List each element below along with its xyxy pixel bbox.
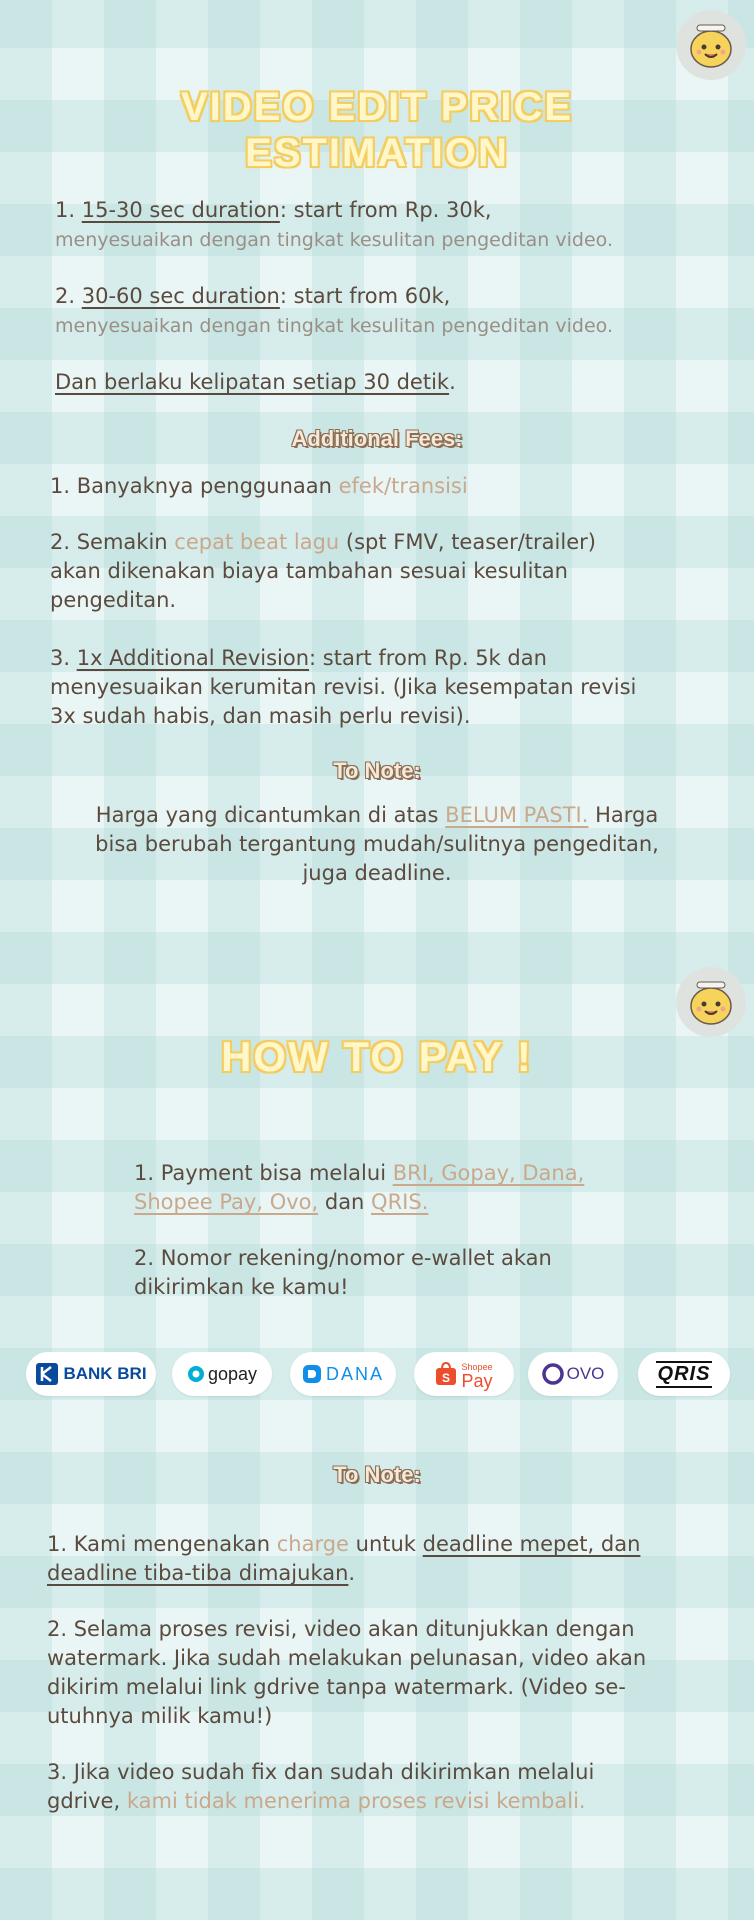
note-2-item-3 [47, 1758, 737, 1816]
note-2-item-3-text: gdrive, [47, 1789, 127, 1813]
price-item-1-note: menyesuaikan dengan tingkat kesulitan pengeditan video. [55, 229, 613, 251]
note-2-item-2-line2: watermark. Jika sudah melakukan pelunasan, video akan [47, 1646, 647, 1670]
price-item-1-duration: 15-30 sec duration [81, 198, 280, 222]
fee-item-2-highlight: cepat beat lagu [174, 530, 340, 554]
how-to-pay-title: HOW TO PAY ! [221, 1033, 533, 1080]
note-2-item-2-line3: dikirim melalui link gdrive tanpa watermark. (Video se- [47, 1675, 626, 1699]
fee-item-3-line2: menyesuaikan kerumitan revisi. (Jika kesempatan revisi [50, 675, 637, 699]
bri-icon [35, 1362, 59, 1386]
shopee-bag-icon [435, 1362, 457, 1386]
price-item-2-note: menyesuaikan dengan tingkat kesulitan pengeditan video. [55, 315, 613, 337]
note-2-item-3-highlight: kami tidak menerima proses revisi kembali. [126, 1789, 586, 1813]
price-item-2-price: : start from 60k, [279, 284, 451, 308]
price-item-2-duration: 30-60 sec duration [81, 284, 280, 308]
mascot-avatar-top [676, 10, 746, 80]
qris-logo [638, 1352, 730, 1396]
note-2-item-2 [47, 1615, 737, 1731]
multiplier-text: Dan berlaku kelipatan setiap 30 detik [55, 370, 450, 394]
pay-item-1-text: 1. Payment bisa melalui [134, 1161, 393, 1185]
pay-item-1 [134, 1159, 694, 1217]
mascot-icon [683, 974, 739, 1030]
ovo-label: OVO [566, 1364, 605, 1383]
note-1-highlight: BELUM PASTI. [445, 803, 589, 827]
qris-label: QRIS [656, 1361, 713, 1388]
page-title-line1: VIDEO EDIT PRICE [180, 85, 574, 129]
fee-item-2-line2: akan dikenakan biaya tambahan sesuai kesulitan [50, 559, 568, 583]
note-2-heading: To Note: [333, 1462, 421, 1487]
ovo-icon [542, 1363, 564, 1385]
page-title-line2: ESTIMATION [245, 131, 509, 175]
fee-item-1-highlight: efek/transisi [338, 474, 468, 498]
shopeepay-logo [414, 1352, 514, 1396]
pay-item-2 [134, 1244, 694, 1302]
price-item-2-number: 2. [55, 284, 82, 308]
fee-item-2-text: 2. Semakin [50, 530, 175, 554]
gopay-logo [172, 1352, 272, 1396]
fee-item-3-line3: 3x sudah habis, dan masih perlu revisi). [50, 704, 471, 728]
fee-item-2-line3: pengeditan. [50, 588, 177, 612]
fee-item-2-rest: (spt FMV, teaser/trailer) [339, 530, 596, 554]
note-2-item-1-deadline-2: deadline tiba-tiba dimajukan [47, 1561, 349, 1585]
additional-fees-heading: Additional Fees: [291, 426, 463, 451]
note-2-item-3-line1: 3. Jika video sudah fix dan sudah dikirimkan melalui [47, 1760, 595, 1784]
note-2-item-1-deadline: deadline mepet, dan [422, 1532, 641, 1556]
note-2-item-1-dot: . [348, 1561, 356, 1585]
gopay-label: gopay [207, 1363, 258, 1384]
pay-item-1-methods-c: QRIS. [371, 1190, 429, 1214]
pay-item-2-line1: 2. Nomor rekening/nomor e-wallet akan [134, 1246, 552, 1270]
multiplier-note [55, 368, 735, 397]
dana-icon [302, 1364, 322, 1384]
fee-item-3-number: 3. [50, 646, 77, 670]
note-2-item-1-text: 1. Kami mengenakan [47, 1532, 277, 1556]
fee-item-3-price: : start from Rp. 5k dan [309, 646, 547, 670]
price-item-1 [55, 196, 735, 225]
ovo-logo [528, 1352, 618, 1396]
note-2-item-1-mid: untuk [348, 1532, 423, 1556]
multiplier-dot: . [449, 370, 456, 394]
shopeepay-text [461, 1360, 493, 1391]
dana-label: DANA [325, 1363, 384, 1384]
svg-text:S: S [442, 1371, 451, 1385]
fee-item-1-text: 1. Banyaknya penggunaan [50, 474, 339, 498]
shopeepay-big-label: Pay [461, 1371, 493, 1391]
bri-logo [26, 1352, 156, 1396]
note-1-text: Harga yang dicantumkan di atas [95, 803, 446, 827]
note-2-item-1 [47, 1530, 737, 1588]
price-item-1-price: : start from Rp. 30k, [279, 198, 492, 222]
mascot-avatar-middle [676, 967, 746, 1037]
fee-item-2 [50, 528, 740, 615]
dana-logo [290, 1352, 396, 1396]
fee-item-1 [50, 472, 740, 501]
note-1-line2: bisa berubah tergantung mudah/sulitnya pengeditan, [95, 832, 659, 856]
bri-label: BANK BRI [63, 1364, 147, 1383]
page-title [0, 84, 754, 176]
pay-item-1-methods-b: Shopee Pay, Ovo, [134, 1190, 319, 1214]
note-1-suffix: Harga [588, 803, 659, 827]
fee-item-3 [50, 644, 740, 731]
note-1-body [20, 801, 734, 888]
fee-item-3-revision: 1x Additional Revision [76, 646, 310, 670]
pay-item-1-and: dan [318, 1190, 372, 1214]
pay-item-2-line2: dikirimkan ke kamu! [134, 1275, 349, 1299]
gopay-icon [187, 1365, 205, 1383]
pay-item-1-methods-a: BRI, Gopay, Dana, [392, 1161, 585, 1185]
note-2-item-2-line4: utuhnya milik kamu!) [47, 1704, 273, 1728]
note-2-item-1-charge: charge [276, 1532, 349, 1556]
price-item-2 [55, 282, 735, 311]
note-1-line3: juga deadline. [302, 861, 452, 885]
price-item-1-number: 1. [55, 198, 82, 222]
mascot-icon [683, 17, 739, 73]
note-2-item-2-line1: 2. Selama proses revisi, video akan ditunjukkan dengan [47, 1617, 635, 1641]
shopeepay-small-label: Shopee [461, 1362, 493, 1372]
note-1-heading: To Note: [333, 758, 421, 783]
